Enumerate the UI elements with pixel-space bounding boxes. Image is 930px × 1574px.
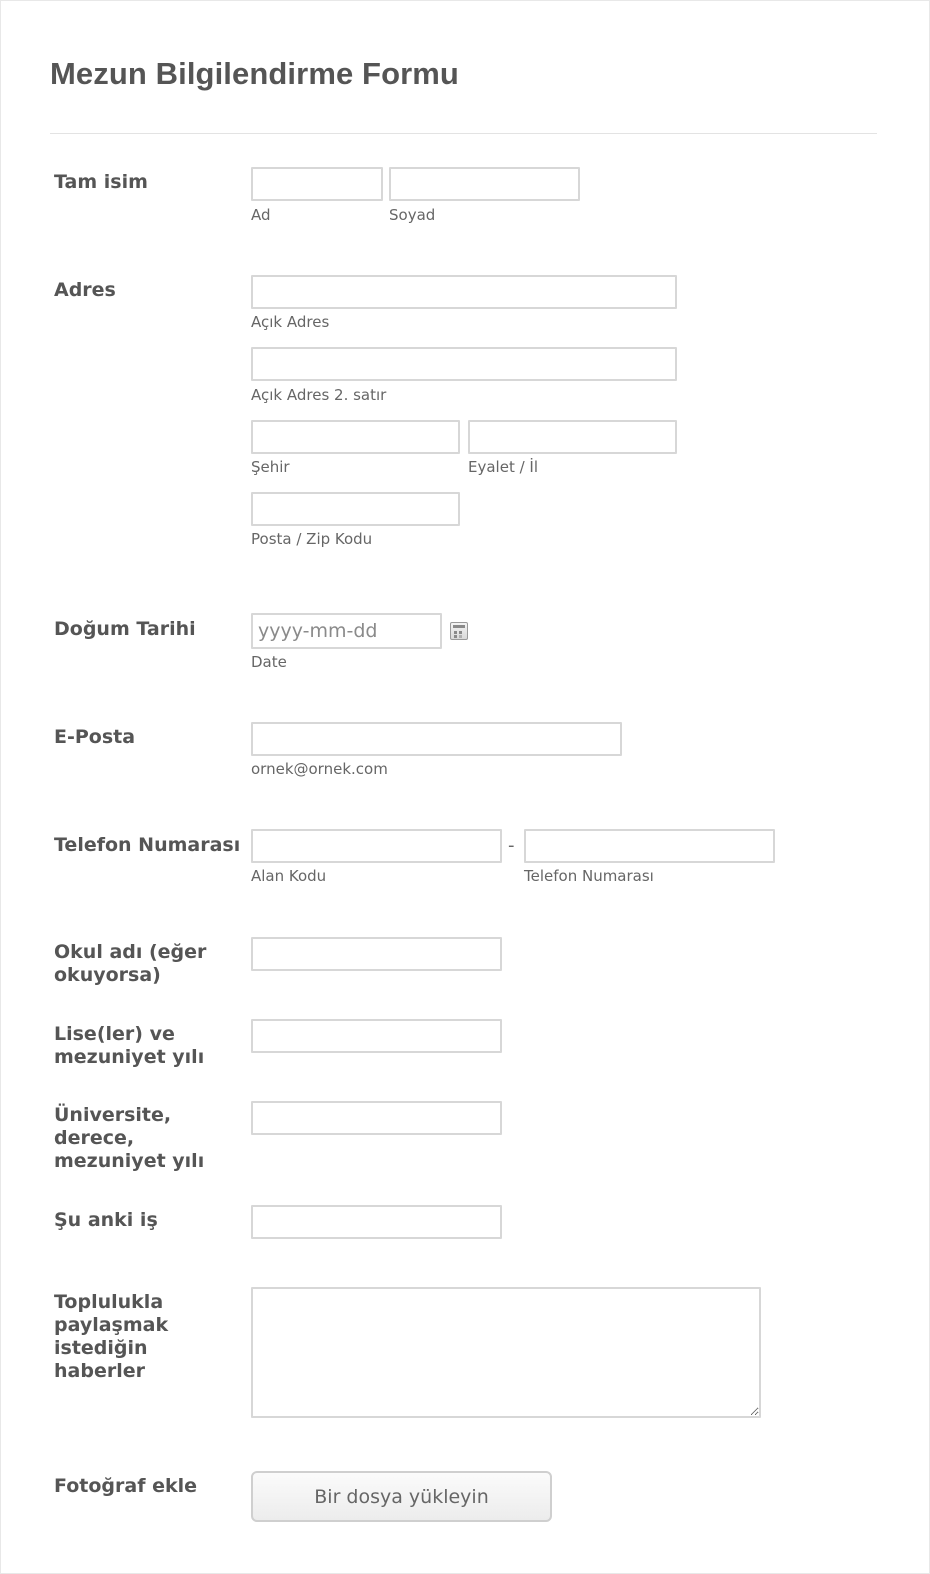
school-label: Okul adı (eğer okuyorsa) bbox=[54, 941, 207, 986]
upload-file-button[interactable]: Bir dosya yükleyin bbox=[251, 1471, 552, 1522]
address-line2-sublabel: Açık Adres 2. satır bbox=[251, 386, 387, 404]
phone-number-sublabel: Telefon Numarası bbox=[524, 867, 654, 885]
last-name-sublabel: Soyad bbox=[389, 206, 436, 224]
birth-date-label: Doğum Tarihi bbox=[54, 618, 196, 640]
title-divider bbox=[50, 133, 877, 134]
university-input[interactable] bbox=[251, 1101, 502, 1135]
news-label: Toplulukla paylaşmak istediğin haberler bbox=[54, 1291, 169, 1382]
high-school-input[interactable] bbox=[251, 1019, 502, 1053]
email-sublabel: ornek@ornek.com bbox=[251, 760, 388, 778]
form-title: Mezun Bilgilendirme Formu bbox=[50, 56, 459, 91]
email-input[interactable] bbox=[251, 722, 622, 756]
city-input[interactable] bbox=[251, 420, 460, 454]
phone-area-sublabel: Alan Kodu bbox=[251, 867, 327, 885]
zip-input[interactable] bbox=[251, 492, 460, 526]
address-label: Adres bbox=[54, 279, 116, 301]
birth-date-sublabel: Date bbox=[251, 653, 287, 671]
current-job-input[interactable] bbox=[251, 1205, 502, 1239]
birth-date-input[interactable] bbox=[251, 613, 442, 649]
email-label: E-Posta bbox=[54, 726, 136, 748]
state-sublabel: Eyalet / İl bbox=[468, 458, 539, 476]
first-name-input[interactable] bbox=[251, 167, 383, 201]
state-input[interactable] bbox=[468, 420, 677, 454]
phone-separator: - bbox=[508, 835, 515, 856]
high-school-label: Lise(ler) ve mezuniyet yılı bbox=[54, 1023, 205, 1068]
address-line1-input[interactable] bbox=[251, 275, 677, 309]
phone-number-input[interactable] bbox=[524, 829, 775, 863]
first-name-sublabel: Ad bbox=[251, 206, 271, 224]
address-line1-sublabel: Açık Adres bbox=[251, 313, 330, 331]
full-name-label: Tam isim bbox=[54, 171, 148, 193]
photo-label: Fotoğraf ekle bbox=[54, 1475, 197, 1497]
school-input[interactable] bbox=[251, 937, 502, 971]
phone-label: Telefon Numarası bbox=[54, 834, 241, 856]
current-job-label: Şu anki iş bbox=[54, 1209, 158, 1231]
news-textarea[interactable] bbox=[251, 1287, 761, 1418]
calendar-icon[interactable] bbox=[450, 622, 468, 640]
city-sublabel: Şehir bbox=[251, 458, 290, 476]
university-label: Üniversite, derece, mezuniyet yılı bbox=[54, 1104, 205, 1172]
last-name-input[interactable] bbox=[389, 167, 580, 201]
phone-area-input[interactable] bbox=[251, 829, 502, 863]
zip-sublabel: Posta / Zip Kodu bbox=[251, 530, 373, 548]
address-line2-input[interactable] bbox=[251, 347, 677, 381]
